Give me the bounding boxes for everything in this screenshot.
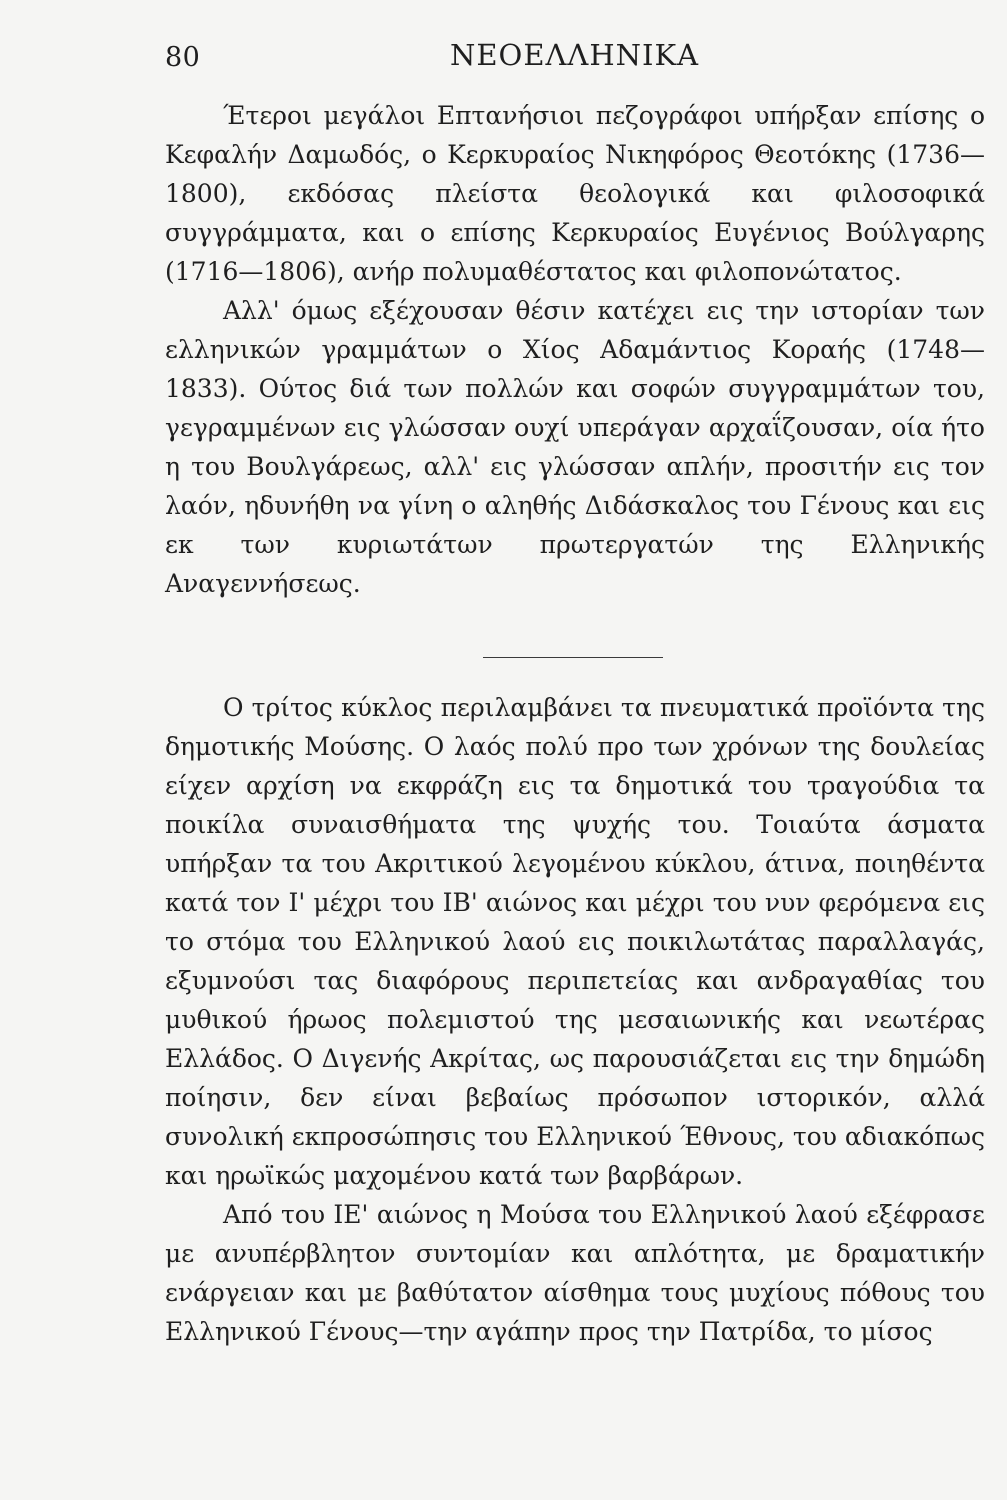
- section-divider: [483, 657, 663, 658]
- paragraph-fifteenth-century: Από του ΙΕ' αιώνος η Μούσα του Ελληνικού λαού εξέφρασε με ανυπέρβλητον συντομίαν και απλότητα, με δραματικήν ενάργειαν και με βαθύτατον αίσθημα τους μυχίους πόθους του Ελληνικού Γένους—την αγάπην προς την Πατρίδα, το μίσος: [165, 1200, 985, 1346]
- section-one: [165, 96, 985, 603]
- page-number: 80: [165, 42, 201, 73]
- paragraph-demotic-muse: Ο τρίτος κύκλος περιλαμβάνει τα πνευματικά προϊόντα της δημοτικής Μούσης. Ο λαός πολύ προ των χρόνων της δουλείας είχεν αρχίση να εκφράζη εις τα δημοτικά του τραγούδια τα ποικίλα συναισθήματα της ψυχής του. Τοιαύτα άσματα υπήρξαν τα του Ακριτικού λεγομένου κύκλου, άτινα, ποιηθέντα κατά τον Ι' μέχρι του ΙΒ' αιώνος και μέχρι του νυν φερόμενα εις το στόμα του Ελληνικού λαού εις ποικιλωτάτας παραλλαγάς, εξυμνούσι τας διαφόρους περιπετείας και ανδραγαθίας του μυθικού ήρωος πολεμιστού της μεσαιωνικής και νεωτέρας Ελλάδος. Ο Διγενής Ακρίτας, ως παρουσιάζεται εις την δημώδη ποίησιν, δεν είναι βεβαίως πρόσωπον ιστορικόν, αλλά συνολική εκπροσώπησις του Ελληνικού Έθνους, του αδιακόπως και ηρωϊκώς μαχομένου κατά των βαρβάρων.: [165, 693, 985, 1190]
- page-header: [165, 34, 935, 74]
- paragraph-korais: Αλλ' όμως εξέχουσαν θέσιν κατέχει εις την ιστορίαν των ελληνικών γραμμάτων ο Χίος Αδαμάντιος Κοραής (1748—1833). Ούτος διά των πολλών και σοφών συγγραμμάτων του, γεγραμμένων εις γλώσσαν ουχί υπεράγαν αρχαΐζουσαν, οία ήτο η του Βουλγάρεως, αλλ' εις γλώσσαν απλήν, προσιτήν εις τον λαόν, ηδυνήθη να γίνη ο αληθής Διδάσκαλος του Γένους και εις εκ των κυριωτάτων πρωτεργατών της Ελληνικής Αναγεννήσεως.: [165, 296, 985, 598]
- running-title: ΝΕΟΕΛΛΗΝΙΚΑ: [450, 38, 700, 72]
- section-two: [165, 688, 985, 1351]
- paragraph-heptanesian-prose-writers: Έτεροι μεγάλοι Επτανήσιοι πεζογράφοι υπήρξαν επίσης ο Κεφαλήν Δαμωδός, ο Κερκυραίος Νικηφόρος Θεοτόκης (1736—1800), εκδόσας πλείστα θεολογικά και φιλοσοφικά συγγράμματα, και ο επίσης Κερκυραίος Ευγένιος Βούλγαρης (1716—1806), ανήρ πολυμαθέστατος και φιλοπονώτατος.: [165, 101, 985, 286]
